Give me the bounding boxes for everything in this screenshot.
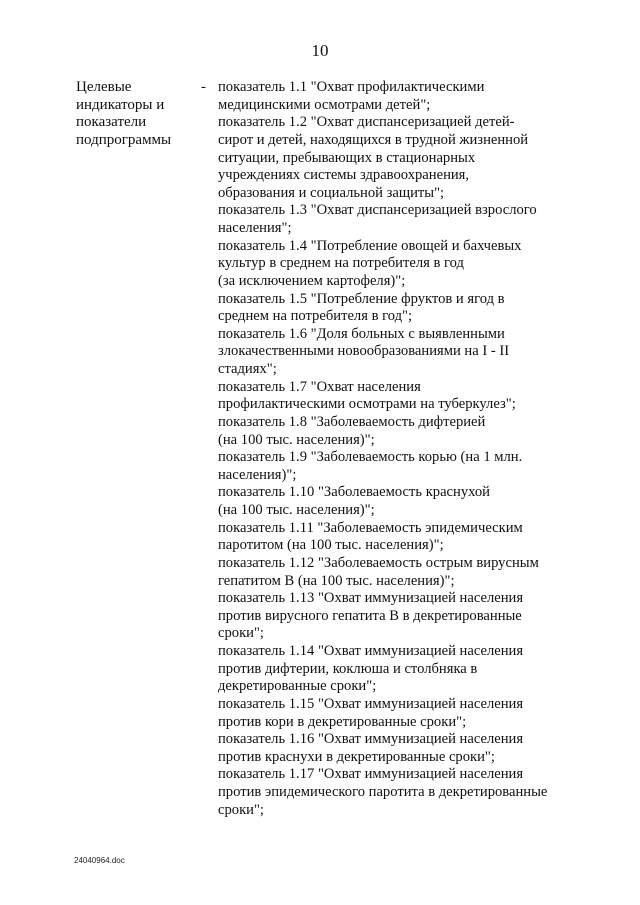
indicator-line: (за исключением картофеля)"; xyxy=(218,272,406,289)
indicator-line: (на 100 тыс. населения)"; xyxy=(218,502,375,518)
indicator-line: учреждениях системы здравоохранения, xyxy=(218,167,470,184)
page-number: 10 xyxy=(311,41,329,60)
indicator-line: против дифтерии, коклюша и столбняка в xyxy=(218,660,478,677)
indicator-line: показатель 1.1 "Охват профилактическими xyxy=(218,79,485,95)
indicator-line: показатель 1.6 "Доля больных с выявленными xyxy=(218,325,505,342)
indicator-line: показатель 1.3 "Охват диспансеризацией взрослого xyxy=(218,202,537,219)
indicator-line: населения)"; xyxy=(218,466,297,483)
indicator-line: ситуации, пребывающих в стационарных xyxy=(218,149,476,166)
indicator-line: показатель 1.2 "Охват диспансеризацией детей- xyxy=(218,114,515,131)
indicator-line: сроки"; xyxy=(218,801,264,818)
indicator-line: показатель 1.4 "Потребление овощей и бахчевых xyxy=(218,237,522,254)
indicator-list xyxy=(218,79,568,819)
indicator-line: гепатитом B (на 100 тыс. населения)"; xyxy=(218,572,455,589)
section-label xyxy=(76,79,186,149)
indicator-line: паротитом (на 100 тыс. населения)"; xyxy=(218,537,444,554)
indicator-line: образования и социальной защиты"; xyxy=(218,184,445,201)
indicator-line: культур в среднем на потребителя в год xyxy=(218,255,464,272)
indicator-line: показатель 1.7 "Охват населения xyxy=(218,378,421,395)
indicator-line: против вирусного гепатита B в декретированные xyxy=(218,607,522,624)
indicator-line: показатель 1.5 "Потребление фруктов и ягод в xyxy=(218,290,505,307)
indicator-line: показатель 1.9 "Заболеваемость корью (на 1 млн. xyxy=(218,449,523,466)
indicator-line: показатель 1.13 "Охват иммунизацией населения xyxy=(218,590,524,607)
indicator-line: профилактическими осмотрами на туберкулез"; xyxy=(218,396,516,413)
indicator-line: злокачественными новообразованиями на I - II xyxy=(218,343,510,360)
indicator-line: (на 100 тыс. населения)"; xyxy=(218,431,375,448)
indicator-line: сирот и детей, находящихся в трудной жизненной xyxy=(218,131,529,148)
indicator-line: показатель 1.11 "Заболеваемость эпидемическим xyxy=(218,519,523,536)
indicator-line: против краснухи в декретированные сроки"; xyxy=(218,748,495,765)
indicator-line: показатель 1.10 "Заболеваемость краснухой xyxy=(218,484,490,501)
indicator-line: против эпидемического паротита в декретированные xyxy=(218,784,548,800)
indicator-line: среднем на потребителя в год"; xyxy=(218,308,413,325)
indicator-line: показатель 1.12 "Заболеваемость острым вирусным xyxy=(218,554,539,571)
section-label-line: подпрограммы xyxy=(76,131,172,148)
indicator-line: показатель 1.17 "Охват иммунизацией населения xyxy=(218,766,524,783)
indicator-line: показатель 1.14 "Охват иммунизацией населения xyxy=(218,643,524,659)
section-label-line: Целевые xyxy=(76,79,132,95)
indicator-line: населения"; xyxy=(218,220,292,236)
indicator-line: сроки"; xyxy=(218,625,264,642)
indicator-line: стадиях"; xyxy=(218,361,277,377)
indicator-line: против кори в декретированные сроки"; xyxy=(218,713,467,730)
section-label-line: показатели xyxy=(76,114,147,131)
indicator-line: показатель 1.15 "Охват иммунизацией населения xyxy=(218,695,524,712)
section-label-line: индикаторы и xyxy=(76,96,165,113)
list-dash: - xyxy=(201,79,206,95)
indicator-line: декретированные сроки"; xyxy=(218,678,377,695)
indicator-line: показатель 1.16 "Охват иммунизацией населения xyxy=(218,731,524,748)
indicator-line: показатель 1.8 "Заболеваемость дифтерией xyxy=(218,413,486,430)
footer-filename: 24040964.doc xyxy=(74,856,125,865)
indicator-line: медицинскими осмотрами детей"; xyxy=(218,96,431,113)
